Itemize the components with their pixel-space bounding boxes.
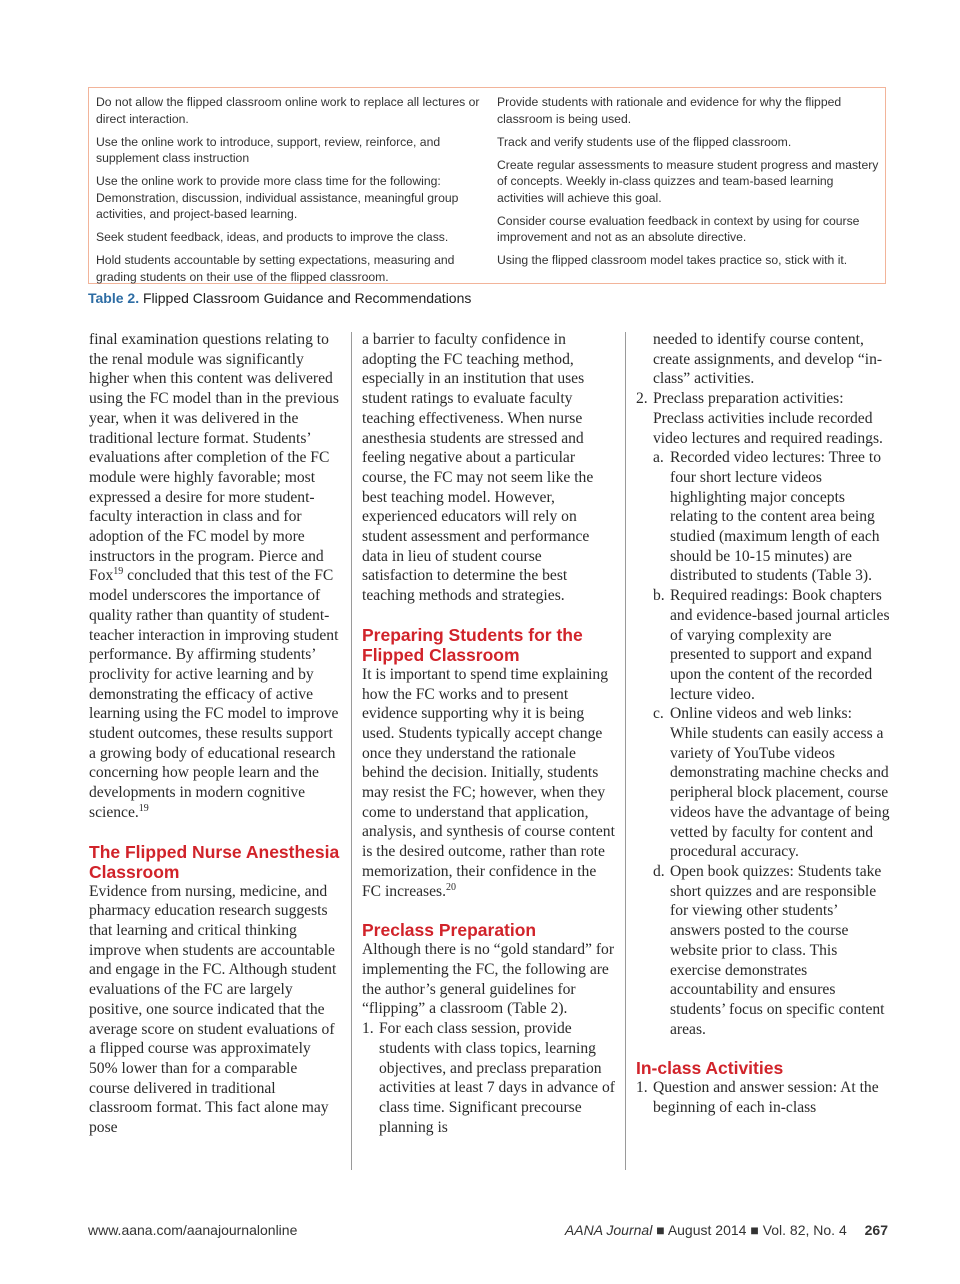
list-text: Recorded video lectures: Three to four short lecture videos highlighting major concepts relating to the content area being studied (maximum length of each should be 10-15 minutes) are distributed to students (Table 3). bbox=[670, 449, 882, 585]
body-column-1 bbox=[89, 330, 341, 1138]
list-letter: b. bbox=[653, 587, 665, 605]
body-paragraph: a barrier to faculty confidence in adopting the FC teaching method, especially in an institution that uses student ratings to evaluate faculty teaching effectiveness. When nurse anesthesia students are stressed and feeling negative about a particular course, the FC may not seem like the best teaching model. However, experienced educators will rely on student assessment and performance data in lieu of student course satisfaction to determine the best teaching methods and strategies. bbox=[362, 331, 594, 605]
section-heading: Preparing Students for the Flipped Classroom bbox=[362, 624, 583, 665]
list-number: 1. bbox=[362, 1020, 374, 1038]
issue-date: August 2014 bbox=[667, 1222, 747, 1238]
list-item bbox=[636, 389, 890, 448]
body-paragraph bbox=[362, 665, 616, 901]
body-column-2 bbox=[362, 330, 616, 1137]
journal-citation bbox=[565, 1222, 888, 1238]
sub-list-item bbox=[653, 586, 890, 704]
guidance-table bbox=[88, 87, 886, 284]
list-number: 1. bbox=[636, 1079, 648, 1097]
column-divider bbox=[625, 332, 626, 1170]
list-text: Question and answer session: At the beginning of each in-class bbox=[653, 1079, 879, 1117]
table-cell: Consider course evaluation feedback in context by using for course improvement and not as an absolute directive. bbox=[497, 213, 860, 244]
list-letter: a. bbox=[653, 449, 664, 467]
section-heading: The Flipped Nurse Anesthesia Classroom bbox=[89, 841, 340, 882]
list-letter: d. bbox=[653, 862, 665, 880]
page-footer bbox=[88, 1222, 888, 1242]
sub-list-item bbox=[653, 704, 890, 862]
text-run: It is important to spend time explaining how the FC works and to present evidence supporting why it is being used. Students typically accept change once they understand the rationale behind the decision. Initially, students may resist the FC; however, when they come to understand that application, analysis, and synthesis of course content is the desired outcome, rather than rote memorization, their confidence in the FC increases. bbox=[362, 665, 615, 900]
journal-url[interactable]: www.aana.com/aanajournalonline bbox=[88, 1222, 298, 1238]
volume-issue: Vol. 82, No. 4 bbox=[762, 1222, 847, 1238]
separator-glyph: ■ bbox=[750, 1222, 759, 1238]
text-run: final examination questions relating to the renal module was significantly higher when this content was delivered using the FC model than in the previous year, when it was delivered in the traditional lecture format. Students’ evaluations after completion of the FC module were highly favorable; most expressed a desire for more student-faculty interaction in class and for adoption of the FC model by more instructors in the program. Pierce and Fox bbox=[89, 331, 339, 585]
table-caption bbox=[88, 290, 471, 306]
table-caption-text: Flipped Classroom Guidance and Recommendations bbox=[142, 290, 472, 306]
table-cell: Using the flipped classroom model takes practice so, stick with it. bbox=[497, 253, 848, 267]
section-heading: In-class Activities bbox=[636, 1058, 784, 1079]
list-text: Online videos and web links: While students can easily access a variety of YouTube videos demonstrating machine checks and peripheral block placement, course videos have the advantage of being vetted by faculty for content and procedural accuracy. bbox=[670, 705, 890, 861]
text-run: concluded that this test of the FC model underscores the importance of quality rather than quantity of student-teacher interaction in improving student performance. By affirming students’ proclivity for active learning and by demonstrating the efficacy of active learning using the FC model to improve student outcomes, these results support a growing body of educational research concerning how people learn and the developments in modern cognitive science. bbox=[89, 567, 339, 821]
citation-superscript: 19 bbox=[138, 802, 149, 814]
table-cell: Create regular assessments to measure student progress and mastery of concepts. Weekly in-class quizzes and team-based learning activities will achieve this goal. bbox=[497, 157, 879, 205]
list-letter: c. bbox=[653, 705, 664, 723]
list-text: For each class session, provide students with class topics, learning objectives, and preclass preparation activities at least 7 days in advance of class time. Significant precourse planning is bbox=[379, 1020, 615, 1136]
page-number: 267 bbox=[864, 1222, 888, 1238]
body-paragraph: Evidence from nursing, medicine, and pharmacy education research suggests that learning and critical thinking improve when students are accountable and engage in the FC. Although student evaluations of the FC are largely positive, one source indicated that the average score on student evaluations of a flipped course was approximately 50% lower than for a comparable course delivered in traditional classroom format. This fact alone may pose bbox=[89, 882, 337, 1137]
body-paragraph bbox=[89, 330, 341, 823]
sub-list-item bbox=[653, 448, 890, 586]
table-caption-label: Table 2. bbox=[88, 290, 140, 306]
table-cell: Hold students accountable by setting expectations, measuring and grading students on their use of the flipped classroom. bbox=[96, 253, 455, 284]
list-continuation: needed to identify course content, create assignments, and develop “in-class” activities. bbox=[653, 331, 883, 388]
column-divider bbox=[351, 332, 352, 1170]
table-left-column bbox=[96, 94, 488, 292]
sub-list-item bbox=[653, 862, 890, 1039]
body-column-3 bbox=[636, 330, 890, 1118]
table-right-column bbox=[497, 94, 881, 275]
section-heading: Preclass Preparation bbox=[362, 920, 537, 941]
journal-name: AANA Journal bbox=[564, 1222, 653, 1238]
list-text: Open book quizzes: Students take short quizzes and are responsible for viewing other students’ answers posted to the course website prior to class. This exercise demonstrates accountability and ensures students’ focus on specific content areas. bbox=[670, 862, 885, 1038]
list-text: Required readings: Book chapters and evidence-based journal articles of varying complexity are presented to support and expand upon the content of the recorded lecture video. bbox=[670, 587, 890, 703]
citation-superscript: 19 bbox=[113, 566, 124, 578]
table-cell: Do not allow the flipped classroom online work to replace all lectures or direct interaction. bbox=[96, 95, 480, 126]
table-cell: Use the online work to introduce, support, review, reinforce, and supplement class instruction bbox=[96, 134, 441, 165]
body-paragraph: Although there is no “gold standard” for implementing the FC, the following are the author’s general guidelines for “flipping” a classroom (Table 2). bbox=[362, 941, 615, 1018]
table-cell: Provide students with rationale and evidence for why the flipped classroom is being used. bbox=[497, 95, 842, 126]
table-cell: Use the online work to provide more class time for the following: Demonstration, discussion, individual assistance, meaningful group activities, and project-based learning. bbox=[96, 174, 459, 221]
list-item bbox=[636, 1078, 890, 1117]
citation-superscript: 20 bbox=[446, 881, 457, 893]
separator-glyph: ■ bbox=[656, 1222, 665, 1238]
list-number: 2. bbox=[636, 390, 648, 408]
table-cell: Seek student feedback, ideas, and products to improve the class. bbox=[96, 230, 449, 244]
table-cell: Track and verify students use of the flipped classroom. bbox=[497, 134, 792, 149]
list-item bbox=[362, 1019, 616, 1137]
list-text: Preclass preparation activities: Preclass activities include recorded video lectures and required readings. bbox=[653, 390, 883, 447]
